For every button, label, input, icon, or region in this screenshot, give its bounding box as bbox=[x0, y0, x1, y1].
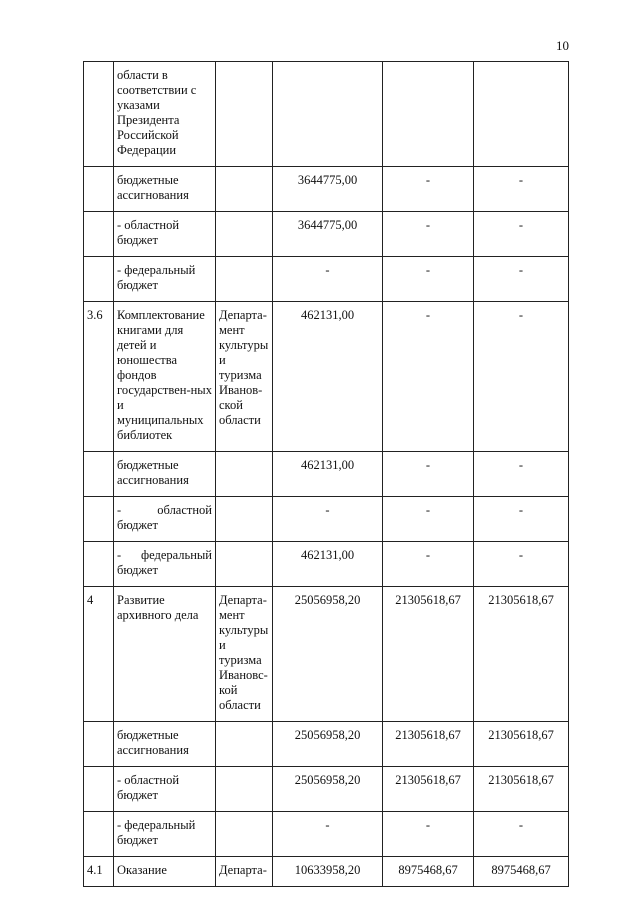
row-number bbox=[84, 542, 114, 587]
value-col3: 21305618,67 bbox=[474, 722, 569, 767]
table-row bbox=[84, 857, 569, 887]
executor bbox=[216, 497, 273, 542]
item-name: бюджетные ассигнования bbox=[114, 167, 216, 212]
row-number bbox=[84, 167, 114, 212]
table-row bbox=[84, 302, 569, 452]
executor bbox=[216, 542, 273, 587]
value-col3: 21305618,67 bbox=[474, 587, 569, 722]
value-col3: - bbox=[474, 212, 569, 257]
value-col3: - bbox=[474, 257, 569, 302]
table-row bbox=[84, 257, 569, 302]
table-row bbox=[84, 587, 569, 722]
executor bbox=[216, 167, 273, 212]
row-number bbox=[84, 767, 114, 812]
table-row bbox=[84, 767, 569, 812]
item-name: Комплектование книгами для детей и юношества фондов государствен-ных и муниципальных библиотек bbox=[114, 302, 216, 452]
value-col1: 3644775,00 bbox=[273, 212, 383, 257]
table-row bbox=[84, 452, 569, 497]
value-col3: - bbox=[474, 302, 569, 452]
value-col2: 21305618,67 bbox=[383, 722, 474, 767]
budget-table bbox=[83, 61, 569, 887]
executor bbox=[216, 812, 273, 857]
value-col3: - bbox=[474, 812, 569, 857]
value-col2: 8975468,67 bbox=[383, 857, 474, 887]
value-col3: 8975468,67 bbox=[474, 857, 569, 887]
row-number bbox=[84, 212, 114, 257]
item-name: бюджетные ассигнования bbox=[114, 722, 216, 767]
value-col1: 462131,00 bbox=[273, 452, 383, 497]
executor bbox=[216, 62, 273, 167]
item-name: - федеральный бюджет bbox=[114, 257, 216, 302]
value-col2: - bbox=[383, 497, 474, 542]
value-col2 bbox=[383, 62, 474, 167]
item-name: - федеральный бюджет bbox=[114, 542, 216, 587]
value-col3: - bbox=[474, 452, 569, 497]
table-row bbox=[84, 542, 569, 587]
value-col3: 21305618,67 bbox=[474, 767, 569, 812]
value-col3: - bbox=[474, 542, 569, 587]
page-number: 10 bbox=[556, 38, 569, 53]
executor bbox=[216, 212, 273, 257]
executor bbox=[216, 257, 273, 302]
row-number: 4.1 bbox=[84, 857, 114, 887]
value-col2: 21305618,67 bbox=[383, 767, 474, 812]
item-name: - областной бюджет bbox=[114, 767, 216, 812]
value-col1: - bbox=[273, 812, 383, 857]
row-number: 3.6 bbox=[84, 302, 114, 452]
value-col1 bbox=[273, 62, 383, 167]
table-row bbox=[84, 167, 569, 212]
item-name: Оказание bbox=[114, 857, 216, 887]
value-col1: 25056958,20 bbox=[273, 767, 383, 812]
value-col3 bbox=[474, 62, 569, 167]
value-col1: 25056958,20 bbox=[273, 587, 383, 722]
value-col2: - bbox=[383, 212, 474, 257]
value-col1: 25056958,20 bbox=[273, 722, 383, 767]
value-col1: - bbox=[273, 257, 383, 302]
executor bbox=[216, 452, 273, 497]
table-row bbox=[84, 812, 569, 857]
value-col2: - bbox=[383, 257, 474, 302]
value-col3: - bbox=[474, 167, 569, 212]
row-number bbox=[84, 497, 114, 542]
row-number bbox=[84, 452, 114, 497]
value-col1: 462131,00 bbox=[273, 542, 383, 587]
value-col2: - bbox=[383, 302, 474, 452]
item-name: - федеральный бюджет bbox=[114, 812, 216, 857]
value-col2: - bbox=[383, 542, 474, 587]
table-row bbox=[84, 62, 569, 167]
item-name: бюджетные ассигнования bbox=[114, 452, 216, 497]
value-col1: - bbox=[273, 497, 383, 542]
table-row bbox=[84, 212, 569, 257]
executor bbox=[216, 767, 273, 812]
item-name: - областной бюджет bbox=[114, 497, 216, 542]
row-number bbox=[84, 257, 114, 302]
value-col1: 10633958,20 bbox=[273, 857, 383, 887]
value-col2: - bbox=[383, 452, 474, 497]
row-number bbox=[84, 722, 114, 767]
row-number bbox=[84, 812, 114, 857]
value-col2: 21305618,67 bbox=[383, 587, 474, 722]
table-row bbox=[84, 497, 569, 542]
item-name: - областной бюджет bbox=[114, 212, 216, 257]
value-col2: - bbox=[383, 812, 474, 857]
row-number: 4 bbox=[84, 587, 114, 722]
value-col1: 3644775,00 bbox=[273, 167, 383, 212]
item-name: области в соответствии с указами Президента Российской Федерации bbox=[114, 62, 216, 167]
executor: Департа- bbox=[216, 857, 273, 887]
row-number bbox=[84, 62, 114, 167]
executor: Департа-мент культуры и туризма Ивановс-кой области bbox=[216, 587, 273, 722]
item-name: Развитие архивного дела bbox=[114, 587, 216, 722]
value-col1: 462131,00 bbox=[273, 302, 383, 452]
value-col2: - bbox=[383, 167, 474, 212]
executor: Департа-мент культуры и туризма Иванов-ской области bbox=[216, 302, 273, 452]
table-row bbox=[84, 722, 569, 767]
executor bbox=[216, 722, 273, 767]
value-col3: - bbox=[474, 497, 569, 542]
